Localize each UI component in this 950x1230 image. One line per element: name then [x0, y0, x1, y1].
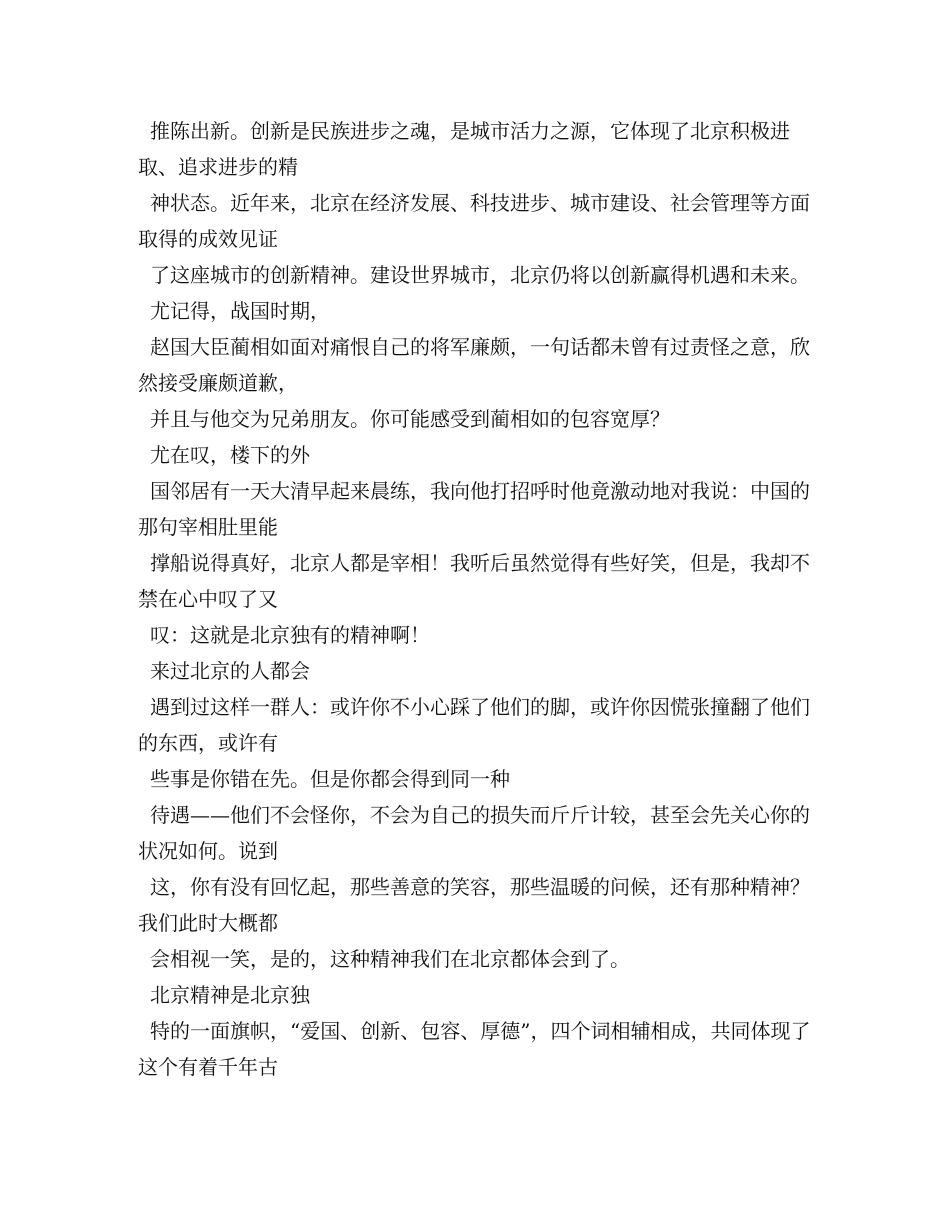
paragraph: 这，你有没有回忆起，那些善意的笑容，那些温暖的问候，还有那种精神？我们此时大概都 — [138, 875, 810, 935]
paragraph: 叹：这就是北京独有的精神啊！ — [150, 623, 430, 647]
paragraph: 推陈出新。创新是民族进步之魂，是城市活力之源，它体现了北京积极进取、追求进步的精 — [138, 119, 790, 179]
paragraph: 神状态。近年来，北京在经济发展、科技进步、城市建设、社会管理等方面取得的成效见证 — [138, 191, 810, 251]
paragraph: 些事是你错在先。但是你都会得到同一种 — [150, 767, 510, 791]
paragraph: 特的一面旗帜，“爱国、创新、包容、厚德”，四个词相辅相成，共同体现了这个有着千年古 — [138, 1019, 811, 1079]
paragraph: 国邻居有一天大清早起来晨练，我向他打招呼时他竟激动地对我说：中国的那句宰相肚里能 — [138, 479, 810, 539]
paragraph: 待遇——他们不会怪你，不会为自己的损失而斤斤计较，甚至会先关心你的状况如何。说到 — [138, 803, 810, 863]
paragraph: 尤在叹，楼下的外 — [150, 443, 310, 467]
paragraph: 遇到过这样一群人：或许你不小心踩了他们的脚，或许你因慌张撞翻了他们的东西，或许有 — [138, 695, 810, 755]
paragraph: 撑船说得真好，北京人都是宰相！我听后虽然觉得有些好笑，但是，我却不禁在心中叹了又 — [138, 551, 810, 611]
paragraph: 尤记得，战国时期， — [150, 299, 330, 323]
paragraph: 赵国大臣蔺相如面对痛恨自己的将军廉颇，一句话都未曾有过责怪之意，欣然接受廉颇道歉， — [138, 335, 810, 395]
paragraph: 会相视一笑，是的，这种精神我们在北京都体会到了。 — [150, 947, 630, 971]
paragraph: 并且与他交为兄弟朋友。你可能感受到蔺相如的包容宽厚？ — [150, 407, 670, 431]
paragraph: 了这座城市的创新精神。建设世界城市，北京仍将以创新赢得机遇和未来。 — [150, 263, 810, 287]
paragraph: 北京精神是北京独 — [150, 983, 310, 1007]
document-body — [138, 113, 814, 1085]
paragraph: 来过北京的人都会 — [150, 659, 310, 683]
